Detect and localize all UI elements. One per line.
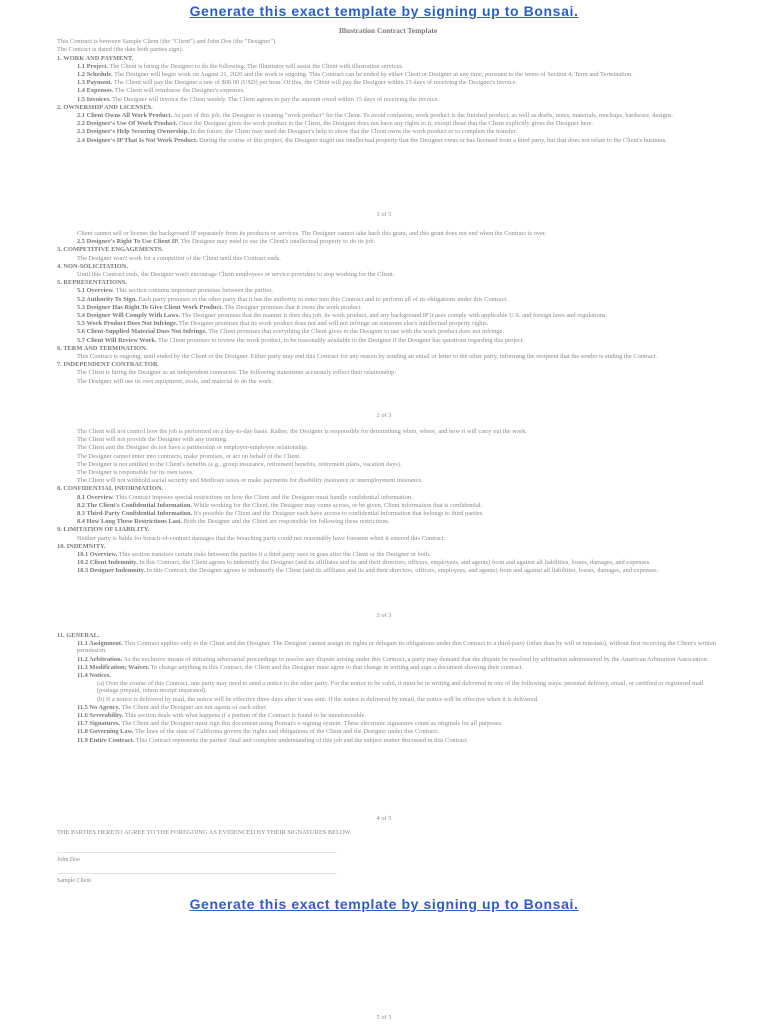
clause-heading: 8.4 How Long These Restrictions Last. <box>77 518 183 526</box>
clause-paragraph <box>57 87 719 94</box>
intro-parties: This Contract is between Sample Client (the "Client") and John Doe (the "Designer"). <box>57 38 277 46</box>
clause-heading: 5.7 Client Will Review Work. <box>77 336 157 344</box>
clause-paragraph <box>57 137 719 144</box>
clause-heading: 2.2 Designer's Use Of Work Product. <box>77 120 178 128</box>
contract-page-1 <box>57 27 719 145</box>
clause-text: In this Contract, the Designer agrees to indemnify the Client (and its affiliates and its and their directors, officers, employees, and agents) from and against all liabilities, losses, damages, and expenses. <box>146 567 659 575</box>
clause-paragraph <box>57 79 719 86</box>
clause-text: The Designer will use its own equipment, tools, and material to do the work. <box>77 377 273 385</box>
clause-paragraph <box>57 559 719 566</box>
clause-text: The Client promises to review the work product, to be reasonably available to the Designer if the Designer has questions regarding this project. <box>158 336 525 344</box>
clause-text: The Designer promises that its work product does not and will not infringe on someone else's intellectual property rights. <box>178 320 489 328</box>
document-title: Illustration Contract Template <box>338 26 438 35</box>
clause-paragraph <box>57 230 719 237</box>
clause-subparagraph: (b) If a notice is delivered by mail, the notice will be effective three days after it was sent. If the notice is delivered by email, the notice will be effective when it is delivered. <box>97 695 539 703</box>
clause-text: The Client will pay the Designer a rate of $00.00 (USD) per hour. Of this, the Client will pay the Designer within 15 days of receiving the Designer's invoice. <box>113 79 518 87</box>
clause-heading: 5.3 Designer Has Right To Give Client Work Product. <box>77 303 223 311</box>
page-1-clauses <box>57 55 719 144</box>
clause-heading: 2.1 Client Owns All Work Product. <box>77 112 173 120</box>
clause-text: This Contract applies only to the Client and the Designer. The Designer cannot assign its rights or delegate its obligations under this Contract to a third-party (other than by will or intestate), without first receiving the Client's written permission. <box>77 640 716 655</box>
page-number: 5 of 5 <box>376 1014 392 1021</box>
section-heading: 10. INDEMNITY. <box>57 542 106 550</box>
clause-subparagraph: (a) Over the course of this Contract, one party may need to send a notice to the other party. For the notice to be valid, it must be in writing and delivered in one of the following ways: personal delivery, email, or certified or registered mail (postage prepaid, return receipt requested). <box>97 680 704 695</box>
section-heading: 3. COMPETITIVE ENGAGEMENTS. <box>57 246 164 254</box>
clause-text: Neither party is liable for breach-of-contract damages that the breaching party could not reasonably have foreseen when it entered this Contract. <box>77 534 446 542</box>
clause-paragraph <box>57 551 719 558</box>
clause-text: The Client will not provide the Designer with any training. <box>77 436 228 444</box>
signatory-designer: John Doe <box>57 857 80 863</box>
clause-heading: 11.8 Governing Law. <box>77 728 134 736</box>
clause-heading: 11.6 Severability. <box>77 712 124 720</box>
clause-text: Until this Contract ends, the Designer won't encourage Client employees or service providers to stop working for the Client. <box>77 271 395 279</box>
clause-text: Once the Designer gives the work product to the Client, the Designer does not have any rights to it, except those that the Client explicitly gives the Designer here. <box>179 120 594 128</box>
clause-paragraph <box>57 304 719 311</box>
contract-page-3 <box>57 428 719 576</box>
clause-text: As the exclusive means of initiating adversarial proceedings to resolve any dispute arising under this Contract, a party may demand that the dispute be resolved by arbitration administered by the American Arbitration Association. <box>123 655 709 663</box>
clause-heading: 2.4 Designer's IP That Is Not Work Product. <box>77 136 198 144</box>
clause-text: This section contains important promises between the parties. <box>115 287 274 295</box>
clause-heading: 11.7 Signatures. <box>77 720 121 728</box>
clause-paragraph <box>57 461 719 468</box>
clause-heading: 8.2 The Client's Confidential Information. <box>77 501 192 509</box>
clause-text: The Designer is responsible for its own taxes. <box>77 469 194 477</box>
clause-text: Both the Designer and the Client are responsible for following these restrictions. <box>183 518 390 526</box>
section-heading: 7. INDEPENDENT CONTRACTOR. <box>57 361 160 369</box>
page-number: 2 of 5 <box>376 412 392 419</box>
clause-paragraph <box>57 255 719 262</box>
clause-paragraph <box>57 287 719 294</box>
clause-heading: 1.3 Payment. <box>77 79 113 87</box>
contract-page-4 <box>57 632 719 745</box>
clause-text: The Client is hiring the Designer as an independent contractor. The following statements accurately reflect their relationship: <box>77 369 397 377</box>
clause-heading: 11.2 Arbitration. <box>77 655 123 663</box>
clause-heading: 2.5 Designer's Right To Use Client IP. <box>77 238 180 246</box>
clause-text: Client cannot sell or license the background IP separately from its products or services. The Designer cannot take back this grant, and this grant does not end when the Contract is over. <box>77 230 547 237</box>
clause-paragraph <box>57 656 719 663</box>
section-heading: 11. GENERAL. <box>57 632 100 639</box>
section-heading: 8. CONFIDENTIAL INFORMATION. <box>57 485 164 493</box>
clause-text: The Client promises that everything the Client gives to the Designer to use with the work product does not infringe. <box>208 328 504 336</box>
clause-heading: 1.4 Expenses. <box>77 87 114 95</box>
clause-paragraph <box>57 494 719 501</box>
clause-paragraph <box>57 518 719 525</box>
intro-date: The Contract is dated (the date both parties sign). <box>57 46 184 54</box>
clause-heading: 5.6 Client-Supplied Material Does Not Infringe. <box>77 328 207 336</box>
clause-paragraph <box>57 728 719 735</box>
clause-heading: 11.5 No Agency. <box>77 703 120 711</box>
clause-heading: 5.5 Work Product Does Not Infringe. <box>77 320 178 328</box>
clause-text: It's possible the Client and the Designer each have access to confidential information that belongs to third parties. <box>193 510 484 518</box>
signature-line <box>57 852 337 853</box>
clause-paragraph <box>57 567 719 574</box>
clause-text: During the course of this project, the Designer might use intellectual property that the Designer owns or has licensed from a third party, but that does not relate to the Client's business. <box>199 136 668 144</box>
clause-paragraph <box>57 353 719 360</box>
signup-banner-link[interactable]: Generate this exact template by signing up to Bonsai. <box>189 3 579 19</box>
clause-text: The Designer will begin work on August 21, 2020 and the work is ongoing. This Contract can be ended by either Client or Designer at any time, pursuant to the terms of Section 4, Term and Termination. <box>114 71 633 79</box>
clause-text: In the future, the Client may need the Designer's help to show that the Client owns the work product or to complete the transfer. <box>190 128 517 136</box>
clause-heading: 11.3 Modification; Waiver. <box>77 663 150 671</box>
page-2-clauses <box>57 230 719 385</box>
clause-paragraph <box>57 477 719 484</box>
clause-paragraph <box>57 120 719 127</box>
clause-text: The Designer promises that it owns the work product. <box>224 303 362 311</box>
clause-paragraph <box>57 428 719 435</box>
clause-paragraph <box>57 737 719 744</box>
clause-heading: 2.3 Designer's Help Securing Ownership. <box>77 128 189 136</box>
clause-text: This section transfers certain risks between the parties if a third party sues or goes after the Client or the Designer or both. <box>118 551 431 559</box>
clause-text: To change anything in this Contract, the Client and the Designer must agree to that change in writing and sign a document showing their contract. <box>150 663 524 671</box>
clause-text: The Client and the Designer must sign this document using Bonsai's e-signing system. These electronic signatures count as originals for all purposes. <box>121 720 503 728</box>
clause-paragraph <box>57 672 719 679</box>
clause-text: The Client is hiring the Designer to do the following: The Illustrator will assist the Client with illustration services. <box>109 62 404 70</box>
clause-text: This Contract imposes special restrictions on how the Client and the Designer must handle confidential information. <box>115 493 413 501</box>
signature-line <box>57 873 337 874</box>
clause-paragraph <box>57 704 719 711</box>
page-number: 1 of 5 <box>376 211 392 218</box>
page-4-clauses <box>57 632 719 744</box>
signatory-client: Sample Client <box>57 878 92 884</box>
signature-statement <box>57 829 719 837</box>
clause-text: The Designer cannot enter into contracts, make promises, or act on behalf of the Client. <box>77 452 301 460</box>
clause-paragraph <box>57 238 719 245</box>
agreement-text: THE PARTIES HERETO AGREE TO THE FOREGOING AS EVIDENCED BY THEIR SIGNATURES BELOW. <box>57 829 352 836</box>
clause-paragraph <box>57 369 719 376</box>
clause-paragraph <box>57 71 719 78</box>
clause-paragraph <box>57 664 719 671</box>
clause-heading: 5.4 Designer Will Comply With Laws. <box>77 312 180 320</box>
clause-text: This section deals with what happens if a portion of the Contract is found to be unenforceable. <box>124 712 367 720</box>
clause-heading: 1.1 Project. <box>77 62 108 70</box>
contract-page-2 <box>57 230 719 386</box>
clause-heading: 10.3 Designer Indemnity. <box>77 567 146 575</box>
clause-text: As part of this job, the Designer is creating "work product" for the Client. To avoid confusion, work product is the finished product, as well as drafts, notes, materials, mockups, hardware, designs. <box>173 112 673 120</box>
clause-text: The Client will not control how the job is performed on a day-to-day basis. Rather, the Designer is responsible for determining when, where, and how it will carry out the work. <box>77 428 527 435</box>
clause-text: The Client will not withhold social security and Medicare taxes or make payments for disability insurance or unemployment insurance. <box>77 477 423 485</box>
clause-paragraph <box>57 535 719 542</box>
clause-text: While working for the Client, the Designer may come across, or be given, Client information that is confidential. <box>193 501 483 509</box>
clause-text: The Client and the Designer are not agents of each other. <box>121 703 267 711</box>
section-heading: 1. WORK AND PAYMENT. <box>57 54 134 62</box>
page-number: 3 of 5 <box>376 612 392 619</box>
page-3-clauses <box>57 428 719 575</box>
clause-text: The Designer will invoice the Client weekly. The Client agrees to pay the amount owed within 15 days of receiving the invoice. <box>112 95 439 103</box>
clause-paragraph <box>57 510 719 517</box>
clause-heading: 5.2 Authority To Sign. <box>77 295 137 303</box>
clause-heading: 11.1 Assignment. <box>77 640 123 648</box>
clause-heading: 10.1 Overview. <box>77 551 118 559</box>
clause-paragraph <box>57 378 719 385</box>
clause-paragraph <box>57 63 719 70</box>
clause-paragraph <box>57 271 719 278</box>
clause-heading: 11.9 Entire Contract. <box>77 736 135 744</box>
clause-paragraph <box>57 328 719 335</box>
clause-paragraph <box>57 128 719 135</box>
clause-text: The Client and the Designer do not have a partnership or employer-employee relationship. <box>77 444 309 452</box>
clause-heading: 1.5 Invoices. <box>77 95 111 103</box>
clause-text: The Designer may need to use the Client's intellectual property to do its job. <box>180 238 376 246</box>
clause-paragraph <box>57 337 719 344</box>
clause-text: The Designer is not entitled to the Client's benefits (e.g., group insurance, retirement benefits, retirement plans, vacation days). <box>77 460 402 468</box>
clause-heading: 8.3 Third-Party Confidential Information. <box>77 510 193 518</box>
clause-text: This Contract represents the parties' final and complete understanding of this job and the subject matter discussed in this Contract. <box>135 736 469 744</box>
clause-heading: 5.1 Overview. <box>77 287 115 295</box>
clause-paragraph <box>57 453 719 460</box>
clause-paragraph <box>57 436 719 443</box>
clause-text: The Designer won't work for a competitor of the Client until this Contract ends. <box>77 254 281 262</box>
signup-banner-link[interactable]: Generate this exact template by signing up to Bonsai. <box>189 896 579 912</box>
clause-heading: 11.4 Notices. <box>77 672 111 680</box>
clause-paragraph <box>57 112 719 119</box>
clause-paragraph <box>57 444 719 451</box>
section-heading: 4. NON-SOLICITATION. <box>57 262 128 270</box>
clause-text: The Designer promises that the manner it does this job, its work product, and any background IP it uses comply with applicable U.S. and foreign laws and regulations. <box>181 312 608 320</box>
clause-paragraph <box>57 96 719 103</box>
clause-heading: 10.2 Client Indemnity. <box>77 559 138 567</box>
section-heading: 9. LIMITATION OF LIABILITY. <box>57 526 150 534</box>
clause-text: In this Contract, the Client agrees to indemnify the Designer (and its affiliates and its and their directors, officers, employees, and agents) from and against all liabilities, losses, damages, and expenses. <box>139 559 651 567</box>
page-number: 4 of 5 <box>376 815 392 822</box>
clause-text: The Client will reimburse the Designer's expenses. <box>114 87 245 95</box>
clause-paragraph <box>57 640 719 654</box>
clause-heading: 8.1 Overview. <box>77 493 115 501</box>
clause-paragraph <box>57 296 719 303</box>
clause-text: The laws of the state of California govern the rights and obligations of the Client and the Designer under this Contract. <box>134 728 439 736</box>
clause-paragraph <box>57 502 719 509</box>
clause-text: This Contract is ongoing, until ended by the Client or the Designer. Either party may end this Contract for any reason by sending an email or letter to the other party, informing the recipient that the sender is ending the Contract. <box>77 353 657 361</box>
section-heading: 6. TERM AND TERMINATION. <box>57 344 148 352</box>
clause-heading: 1.2 Schedule. <box>77 71 113 79</box>
clause-paragraph <box>57 320 719 327</box>
clause-paragraph <box>57 720 719 727</box>
clause-paragraph <box>57 469 719 476</box>
section-heading: 2. OWNERSHIP AND LICENSES. <box>57 103 153 111</box>
clause-paragraph <box>57 712 719 719</box>
clause-text: Each party promises to the other party that it has the authority to enter into this Contract and to perform all of its obligations under this Contract. <box>138 295 508 303</box>
section-heading: 5. REPRESENTATIONS. <box>57 279 127 287</box>
clause-paragraph <box>57 312 719 319</box>
